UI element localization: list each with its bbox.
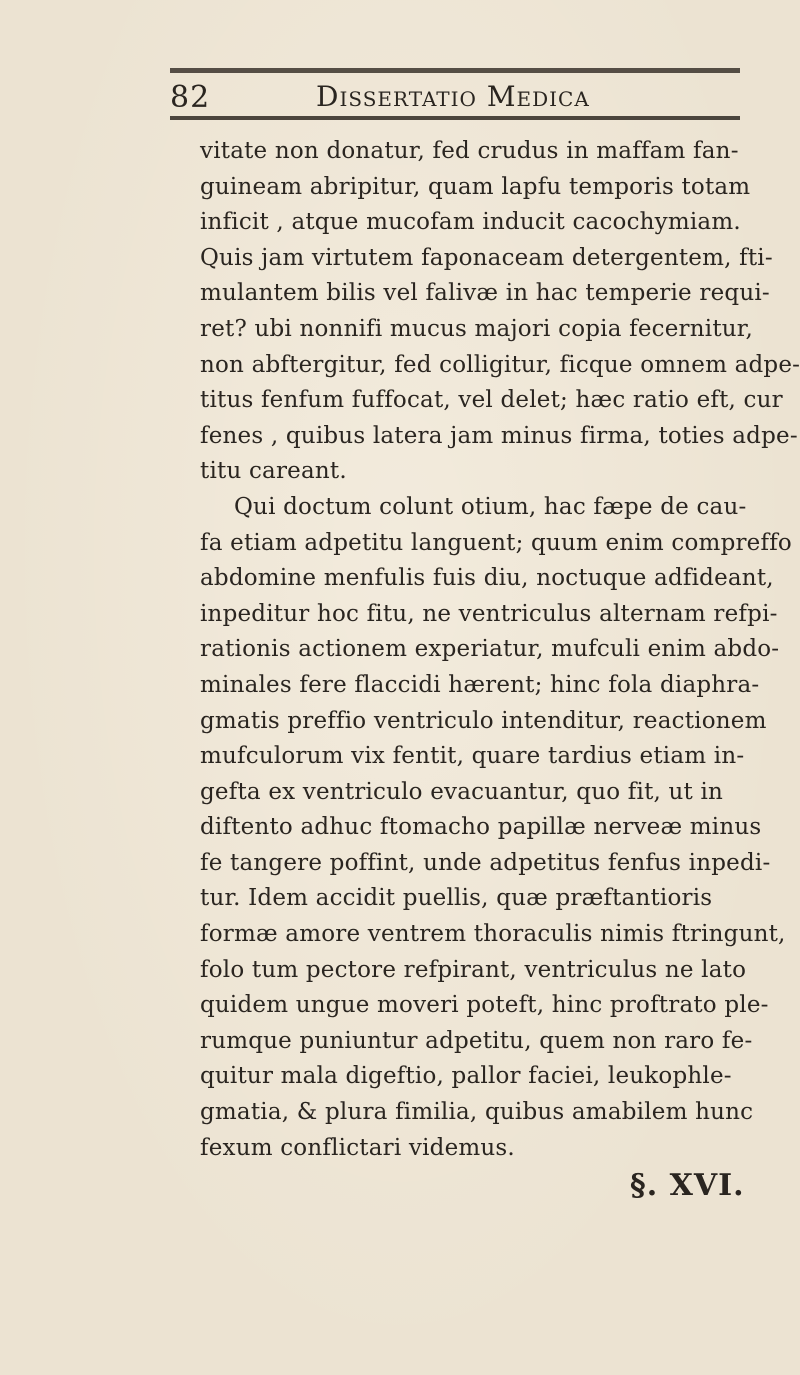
text-line: non abftergitur, fed colligitur, ficque omnem adpe- bbox=[200, 351, 800, 378]
text-line: folo tum pectore refpirant, ventriculus ne lato bbox=[200, 956, 747, 983]
section-heading: §. XVI. bbox=[630, 1168, 745, 1203]
text-line: rumque puniuntur adpetitu, quem non raro fe- bbox=[200, 1027, 753, 1054]
text-line: quidem ungue moveri poteft, hinc proftrato ple- bbox=[200, 992, 769, 1019]
paragraph bbox=[200, 490, 792, 1166]
text-line: mufculorum vix fentit, quare tardius etiam in- bbox=[200, 743, 745, 770]
page-number: 82 bbox=[170, 80, 211, 115]
text-line: vitate non donatur, fed crudus in maffam fan- bbox=[200, 138, 739, 164]
text-line: fenes , quibus latera jam minus firma, toties adpe- bbox=[200, 422, 798, 449]
text-line: Qui doctum colunt otium, hac fæpe de cau- bbox=[234, 493, 747, 520]
top-rule bbox=[170, 68, 740, 73]
text-line: gmatia, & plura fimilia, quibus amabilem hunc bbox=[200, 1099, 754, 1126]
text-line: ret? ubi nonnifi mucus majori copia fecernitur, bbox=[200, 315, 753, 342]
body-text bbox=[200, 134, 800, 1166]
text-line: abdomine menfulis fuis diu, noctuque adfideant, bbox=[200, 565, 774, 592]
text-line: formæ amore ventrem thoraculis nimis ftringunt, bbox=[200, 921, 786, 948]
text-line: tur. Idem accidit puellis, quæ præftantioris bbox=[200, 885, 713, 912]
text-line: diftento adhuc ftomacho papillæ nerveæ minus bbox=[200, 814, 762, 841]
text-line: inpeditur hoc fitu, ne ventriculus alternam refpi- bbox=[200, 600, 778, 627]
paragraph bbox=[200, 134, 800, 490]
text-line: rationis actionem experiatur, mufculi enim abdo- bbox=[200, 636, 780, 663]
text-line: Quis jam virtutem faponaceam detergentem, fti- bbox=[200, 244, 773, 271]
text-line: inficit , atque mucofam inducit cacochymiam. bbox=[200, 209, 741, 236]
text-line: minales fere flaccidi hærent; hinc fola diaphra- bbox=[200, 671, 760, 698]
text-line: titus fenfum fuffocat, vel delet; hæc ratio eft, cur bbox=[200, 387, 783, 414]
text-line: gefta ex ventriculo evacuantur, quo fit, ut in bbox=[200, 778, 724, 805]
text-line: fe tangere poffint, unde adpetitus fenfus inpedi- bbox=[200, 849, 771, 876]
text-line: gmatis preffio ventriculo intenditur, reactionem bbox=[200, 707, 767, 734]
text-line: quitur mala digeftio, pallor faciei, leukophle- bbox=[200, 1063, 732, 1090]
running-title: Dissertatio Medica bbox=[316, 80, 590, 113]
text-line: titu careant. bbox=[200, 458, 347, 485]
text-line: guineam abripitur, quam lapfu temporis totam bbox=[200, 173, 751, 200]
text-line: mulantem bilis vel falivæ in hac temperie requi- bbox=[200, 280, 770, 307]
text-line: fexum conflictari videmus. bbox=[200, 1134, 515, 1161]
text-line: fa etiam adpetitu languent; quum enim compreffo bbox=[200, 529, 792, 556]
header-rule bbox=[170, 116, 740, 120]
